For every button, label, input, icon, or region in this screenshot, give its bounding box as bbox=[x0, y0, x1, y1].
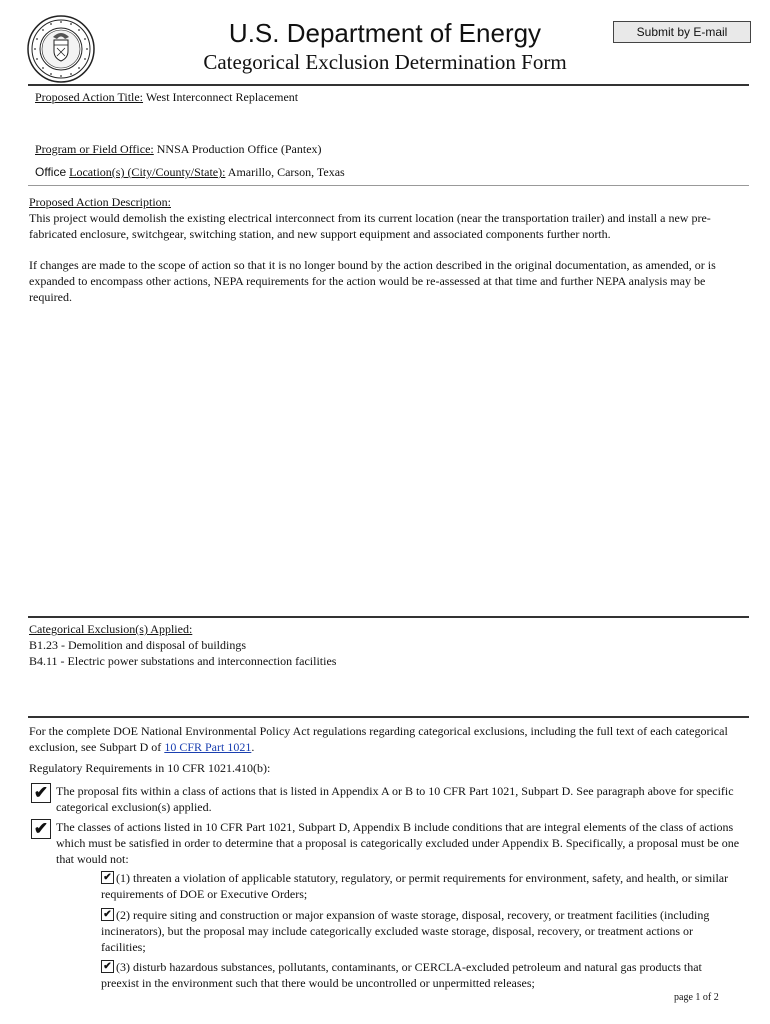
fits-class-text: The proposal fits within a class of actions that is listed in Appendix A or B to 10 CFR Part 1021, Subpart D. See paragraph above for specific categorical exclusion(s) applied. bbox=[56, 784, 734, 814]
regulations-intro-text: For the complete DOE National Environmental Policy Act regulations regarding categorical exclusions, including the full text of each categorical exclusion, see Subpart D of bbox=[29, 724, 728, 754]
condition-1-text: (1) threaten a violation of applicable statutory, regulatory, or permit requirements for environment, safety, and health, or similar requirements of DOE or Executive Orders; bbox=[101, 871, 729, 901]
condition-3-checkbox[interactable]: ✔ bbox=[101, 960, 114, 973]
condition-1-checkbox[interactable]: ✔ bbox=[101, 871, 114, 884]
cfr-part-1021-link[interactable]: 10 CFR Part 1021 bbox=[164, 740, 252, 754]
regulations-intro bbox=[29, 723, 741, 755]
fits-class-checkbox[interactable]: ✔ bbox=[31, 783, 51, 803]
condition-2-text: (2) require siting and construction or major expansion of waste storage, disposal, recovery, or treatment facilities (including incinerators), but the proposal may include categorically excluded waste storage, disposal, recovery, or treatment actions or facilities; bbox=[101, 908, 710, 954]
exclusions-divider bbox=[28, 716, 749, 718]
program-office-value[interactable]: NNSA Production Office (Pantex) bbox=[156, 142, 322, 156]
regulatory-requirements-label: Regulatory Requirements in 10 CFR 1021.410(b): bbox=[29, 761, 271, 775]
location-label: Location(s) (City/County/State): bbox=[69, 165, 226, 179]
description-divider bbox=[28, 616, 749, 618]
action-title-label: Proposed Action Title: bbox=[35, 90, 144, 104]
scope-change-text: If changes are made to the scope of action so that it is no longer bound by the action described in the original documentation, as amended, or is expanded to encompass other actions, NEPA requirements for the action would be re-assessed at that time and further NEPA analysis may be required. bbox=[29, 258, 716, 304]
fields-divider bbox=[28, 185, 749, 186]
description-text: This project would demolish the existing electrical interconnect from its current location (near the transportation trailer) and install a new pre-fabricated enclosure, switchgear, switching station, and new support equipment and associated components further north. bbox=[29, 211, 711, 241]
header-divider bbox=[28, 84, 749, 86]
submit-email-button[interactable]: Submit by E-mail bbox=[613, 21, 751, 43]
location-prefix: Office bbox=[35, 165, 67, 179]
condition-2-checkbox[interactable]: ✔ bbox=[101, 908, 114, 921]
integral-elements-checkbox[interactable]: ✔ bbox=[31, 819, 51, 839]
exclusion-item: B4.11 - Electric power substations and interconnection facilities bbox=[29, 654, 337, 668]
action-title-row bbox=[35, 89, 298, 105]
condition-3-text: (3) disturb hazardous substances, pollutants, contaminants, or CERCLA-excluded petroleum and natural gas products that preexist in the environment such that there would be uncontrolled or unpermitted releases; bbox=[101, 960, 702, 990]
description-block[interactable] bbox=[29, 194, 744, 305]
location-value[interactable]: Amarillo, Carson, Texas bbox=[227, 165, 345, 179]
form-title: U.S. Department of Energy bbox=[228, 18, 542, 48]
description-label: Proposed Action Description: bbox=[29, 195, 171, 209]
integral-elements-text: The classes of actions listed in 10 CFR Part 1021, Subpart D, Appendix B include conditions that are integral elements of the class of actions which must be satisfied in order to determine that a proposal is categorically excluded under Appendix B. Specifically, a proposal must be one that would not: bbox=[56, 820, 740, 866]
exclusions-label: Categorical Exclusion(s) Applied: bbox=[29, 622, 193, 636]
exclusions-block[interactable] bbox=[29, 621, 744, 669]
regulations-intro-end: . bbox=[251, 740, 255, 754]
action-title-value[interactable]: West Interconnect Replacement bbox=[145, 90, 299, 104]
page-number: page 1 of 2 bbox=[674, 992, 719, 1003]
location-row bbox=[35, 164, 345, 180]
program-office-row bbox=[35, 141, 322, 157]
program-office-label: Program or Field Office: bbox=[35, 142, 154, 156]
exclusion-item: B1.23 - Demolition and disposal of buildings bbox=[29, 638, 246, 652]
form-subtitle: Categorical Exclusion Determination Form bbox=[203, 50, 567, 74]
